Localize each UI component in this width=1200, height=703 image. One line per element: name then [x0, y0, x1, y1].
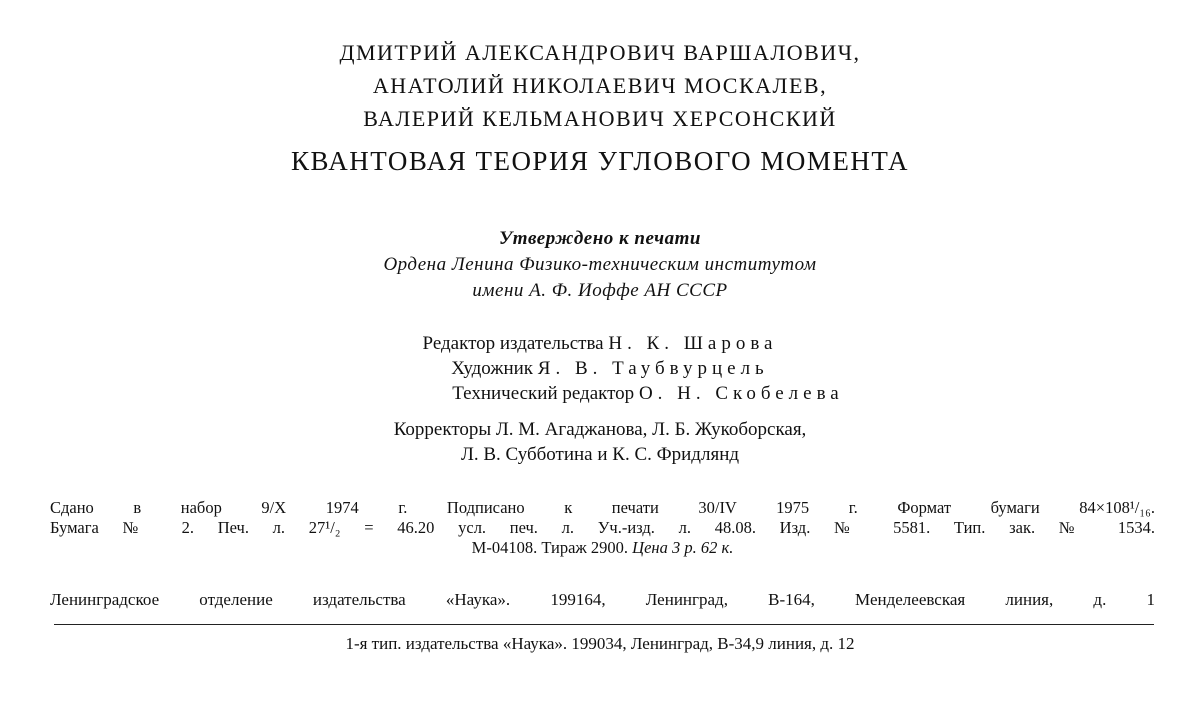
printer-line: 1-я тип. издательства «Наука». 199034, Ленинград, В-34,9 линия, д. 12 [345, 634, 855, 653]
tech-editor-role: Технический редактор [452, 383, 635, 404]
approval-block [0, 226, 1200, 304]
imprint-line: Сдано в набор 9/X 1974 г. Подписано к печати 30/IV 1975 г. Формат бумаги 84×108¹/₁₆. [50, 498, 1155, 517]
imprint-line: Бумага № 2. Печ. л. 27¹/₂ = 46.20 усл. печ. л. Уч.-изд. л. 48.08. Изд. № 5581. Тип. зак. № 1534. [50, 518, 1155, 537]
author-line: ДМИТРИЙ АЛЕКСАНДРОВИЧ ВАРШАЛОВИЧ, [339, 40, 861, 65]
editor-name: Н. К. Шарова [608, 333, 778, 354]
author-line: АНАТОЛИЙ НИКОЛАЕВИЧ МОСКАЛЕВ, [372, 73, 828, 98]
tech-editor-name: О. Н. Скобелева [638, 383, 844, 404]
divider-rule [54, 624, 1154, 625]
correctors-line [0, 417, 1200, 442]
artist-role: Художник [451, 358, 534, 379]
editor-credit [0, 331, 1200, 356]
correctors-names: Л. М. Агаджанова, Л. Б. Жукоборская, [495, 419, 807, 440]
book-title: КВАНТОВАЯ ТЕОРИЯ УГЛОВОГО МОМЕНТА [290, 146, 910, 176]
credits-block [0, 331, 1200, 406]
correctors-block [0, 417, 1200, 467]
tech-editor-credit [96, 381, 1200, 406]
artist-credit [20, 356, 1200, 381]
correctors-line: Л. В. Субботина и К. С. Фридлянд [460, 444, 740, 465]
approval-line: Ордена Ленина Физико-техническим институтом [383, 254, 817, 275]
approval-line: Утверждено к печати [499, 228, 701, 249]
artist-name: Я. В. Таубвурцель [537, 358, 769, 379]
imprint-line [50, 538, 1155, 558]
editor-role: Редактор издательства [422, 333, 604, 354]
imprint-price: Цена 3 р. 62 к. [632, 538, 734, 557]
author-line: ВАЛЕРИЙ КЕЛЬМАНОВИЧ ХЕРСОНСКИЙ [363, 106, 837, 131]
imprint-run: М-04108. Тираж 2900. [471, 538, 629, 557]
imprint-block [50, 498, 1155, 558]
authors-block [0, 36, 1200, 135]
publisher-line: Ленинградское отделение издательства «Наука». 199164, Ленинград, В-164, Менделеевская линия, д. 1 [50, 590, 1155, 609]
correctors-role: Корректоры [393, 419, 492, 440]
approval-line: имени А. Ф. Иоффе АН СССР [472, 280, 728, 301]
